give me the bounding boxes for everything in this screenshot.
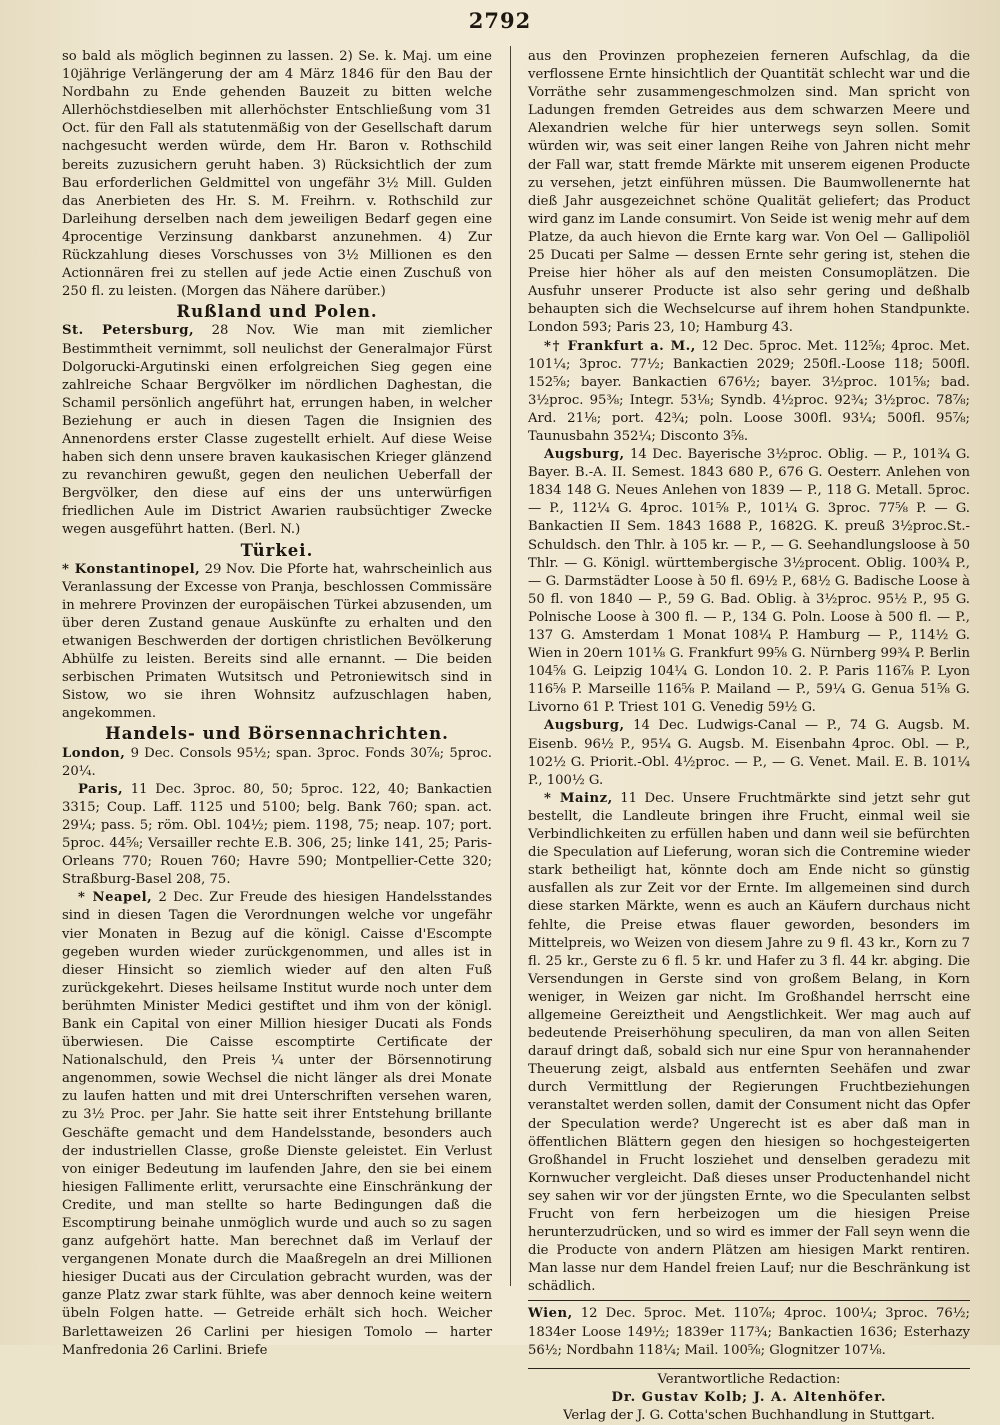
- footer-editors: [528, 1389, 970, 1407]
- section-heading-russland: Rußland und Polen.: [176, 302, 378, 322]
- article-body: 29 Nov. Die Pforte hat, wahrscheinlich aus Veranlassung der Excesse von Pranja, beschlossen Commissäre in mehrere Provinzen der europäischen Türkei abzusenden, um über deren Zustand genaue Auskünfte zu erhalten und den etwanigen Beschwerden der dortigen christlichen Bevölkerung Abhülfe zu leisten. Bereits sind alle ernannt. — Die beiden serbischen Primaten Wutsitsch und Petroniewitsch sind in Sistow, wo sie ihren Wohnsitz aufzuschlagen haben, angekommen.: [62, 561, 492, 722]
- article-konstantinopel: [62, 561, 492, 724]
- dateline: * Mainz,: [544, 790, 613, 806]
- article-body: 11 Dec. 3proc. 80, 50; 5proc. 122, 40; Bankactien 3315; Coup. Laff. 1125 und 5100; belg. Bank 760; span. act. 29¼; pass. 5; röm. Obl. 104½; piem. 1198, 75; neap. 107; port. 5proc. 44⅝; Versailler rechte E.B. 306, 25; linke 141, 25; Paris-Orleans 770; Rouen 760; Havre 590; Montpellier-Cette 320; Straßburg-Basel 208, 75.: [62, 781, 492, 888]
- article-body: 2 Dec. Zur Freude des hiesigen Handelsstandes sind in diesen Tagen die Verordnungen welche vor ungefähr vier Monaten in Bezug auf die königl. Caisse d'Escompte gegeben wurden wieder zurückgenommen, und alles ist in dieser Hinsicht so ziemlich wieder auf den alten Fuß zurückgekehrt. Dieses heilsame Institut wurde noch unter dem berühmten Minister Medici gestiftet und ihm von der königl. Bank ein Capital von einer Million hiesiger Ducati als Fonds überwiesen. Die Caisse escomptirte Certificate der Nationalschuld, den Preis ¼ unter der Börsennotirung angenommen, sowie Wechsel die nicht länger als drei Monate zu laufen hatten und mit drei Unterschriften versehen waren, zu 3½ Proc. per Jahr. Sie hatte seit ihrer Entstehung brillante Geschäfte gemacht und dem Handelsstande, besonders auch der industriellen Classe, große Dienste geleistet. Ein Verlust von einiger Bedeutung im laufenden Jahre, den sie bei einem hiesigen Fallimente erlitt, verursachte eine Einschränkung der Credite, und man stellte so harte Bedingungen daß die Escomptirung beinahe unmöglich wurde und auch so zu sagen ganz aufgehört hatte. Man berechnet daß im Verlauf der vergangenen Monate durch die Maaßregeln an drei Millionen hiesiger Ducati aus der Circulation gebracht wurden, was der ganze Platz zwar stark fühlte, was aber dennoch keine weitern übeln Folgen hatte. — Getreide erhält sich hoch. Weicher Barlettaweizen 26 Carlini per hiesigen Tomolo — harter Manfredonia 26 Carlini. Briefe: [62, 890, 492, 1358]
- article-body: 28 Nov. Wie man mit ziemlicher Bestimmtheit vernimmt, soll neulichst der Generalmajor Fürst Dolgoruckі-Argutinski einen erfolgreichen Sieg gegen eine zahlreiche Schaar Bergvölker im nördlichen Daghestan, die Schamil persönlich angeführt hat, errungen haben, in welcher Beziehung er auch in diesen Tagen die Insignien des Annenordens erster Classe zugestellt erhielt. Auf diese Weise haben sich denn unsere braven kaukasischen Krieger glänzend zu revanchiren gewußt, gegen den neulichen Ueberfall der Bergvölker, den diese auf eins der uns unterwürfigen friedlichen Aule im District Awarien raubsüchtiger Zwecke wegen ausgeführt hatten. (Berl. N.): [62, 323, 492, 538]
- dateline: *† Frankfurt a. M.,: [544, 338, 696, 354]
- editor-names: Dr. Gustav Kolb; J. A. Altenhöfer.: [611, 1389, 887, 1405]
- article-body: 12 Dec. 5proc. Met. 112⅝; 4proc. Met. 101¼; 3proc. 77½; Bankactien 2029; 250fl.-Loose 118; 500fl. 152⅝; bayer. Bankactien 676½; bayer. 3½proc. 101⅝; bad. 3½proc. 95⅜; Integr. 53⅛; Syndb. 4½proc. 92¾; 3½proc. 78⅞; Ard. 21⅛; port. 42¾; poln. Loose 300fl. 93¼; 500fl. 95⅞; Taunusbahn 352¼; Disconto 3⅝.: [528, 338, 970, 444]
- page-number: 2792: [468, 8, 532, 33]
- dateline: * Konstantinopel,: [62, 561, 201, 577]
- dateline: London,: [62, 745, 126, 761]
- article-paris: [62, 781, 492, 890]
- article-mainz: [528, 790, 970, 1297]
- article-body: 12 Dec. 5proc. Met. 110⅞; 4proc. 100¼; 3proc. 76½; 1834er Loose 149½; 1839er 117¾; Bankactien 1636; Esterhazy 56½; Nordbahn 118¼; Mail. 100⅝; Glognitzer 107⅛.: [528, 1306, 970, 1358]
- article-augsburg-2: [528, 717, 970, 789]
- article-petersburg: [62, 322, 492, 539]
- article-wien: [528, 1305, 970, 1359]
- dateline: * Neapel,: [78, 890, 153, 906]
- dateline: St. Petersburg,: [62, 323, 195, 339]
- section-heading-tuerkei: Türkei.: [240, 540, 314, 560]
- article-frankfurt: [528, 338, 970, 447]
- section-heading-handel: Handels- und Börsennachrichten.: [105, 724, 449, 744]
- article-london: [62, 745, 492, 781]
- footer-label: Verantwortliche Redaction:: [657, 1371, 841, 1387]
- article-body: 14 Dec. Ludwigs-Canal — P., 74 G. Augsb. M. Eisenb. 96½ P., 95¼ G. Augsb. M. Eisenbahn 4proc. Obl. — P., 102½ G. Priorit.-Obl. 4½proc. — P., — G. Venet. Mail. E. B. 101¼ P., 100½ G.: [528, 718, 970, 788]
- dateline: Augsburg,: [544, 447, 625, 463]
- article-augsburg-1: [528, 446, 970, 717]
- article-body: 11 Dec. Unsere Fruchtmärkte sind jetzt sehr gut bestellt, die Landleute bringen ihre Frucht, einmal weil sie Verbindlichkeiten zu erfüllen haben und dann weil sie befürchten die Speculation auf Lieferung, woran sich die Contremine wieder stark betheiligt hat, könnte doch am Ende nicht so günstig ausfallen als zur Zeit vor der Ernte. Im allgemeinen sind durch diese starken Märkte, wenn es auch an Käufern durchaus nicht fehlte, die Preise etwas flauer geworden, besonders im Mittelpreis, wo Weizen von diesem Jahre zu 9 fl. 43 kr., Korn zu 7 fl. 25 kr., Gerste zu 6 fl. 5 kr. und Hafer zu 3 fl. 44 kr. abging. Die Versendungen in Gerste sind von großem Belang, in Korn weniger, in Weizen gar nicht. Im Großhandel herrscht eine allgemeine Gereiztheit und Aengstlichkeit. Wer mag auch auf bedeutende Preiserhöhung speculiren, da man von allen Seiten darauf dringt daß, sobald sich nur eine Spur von herannahender Theuerung zeigt, alsbald aus entfernten Seehäfen und zwar durch Vermittlung der Regierungen Fruchtbeziehungen veranstaltet werden sollen, damit der Consument nicht das Opfer der Speculation werde? Ungerecht ist es aber daß man in öffentlichen Blättern gegen den hiesigen so hochgesteigerten Großhandel in Frucht losziehet und denselben geradezu mit Kornwucher vergleicht. Daß dieses unser Productenhandel nicht sey sahen wir vor der jüngsten Ernte, wo die Speculanten selbst Frucht von fern herbeizogen um die hiesigen Preise herunterzudrücken, und so wird es immer der Fall seyn wenn die die Producte von andern Plätzen am hiesigen Markt rentiren. Man lasse nur dem Handel freien Lauf; nur die Beschränkung ist schädlich.: [528, 790, 970, 1295]
- dateline: Paris,: [78, 781, 124, 797]
- article-continuation: so bald als möglich beginnen zu lassen. 2) Se. k. Maj. um eine 10jährige Verlängerung der am 4 März 1846 für den Bau der Nordbahn zu Ende gehenden Bauzeit zu bitten welche Allerhöchstdieselben mit allerhöchster Entschließung vom 31 Oct. für den Fall als statutenmäßig von der Gesellschaft darum nachgesucht werden würde, dem Hr. Baron v. Rothschild bereits zuzusichern geruht haben. 3) Rücksichtlich der zum Bau erforderlichen Geldmittel von ungefähr 3½ Mill. Gulden das Anerbieten des Hr. S. M. Freihrn. v. Rothschild zur Darleihung derselben nach dem jeweiligen Bedarf gegen eine 4procentige Verzinsung dankbarst anzunehmen. 4) Zur Rückzahlung dieses Vorschusses von 3½ Millionen es den Actionnären frei zu stellen auf jede Actie einen Zuschuß von 250 fl. zu leisten. (Morgen das Nähere darüber.): [62, 49, 492, 300]
- column-divider: [510, 46, 511, 1286]
- article-body: 9 Dec. Consols 95½; span. 3proc. Fonds 30⅞; 5proc. 20¼.: [62, 745, 492, 779]
- footer-publisher: Verlag der J. G. Cotta'schen Buchhandlung in Stuttgart.: [563, 1407, 935, 1423]
- footer-rule: [528, 1368, 970, 1369]
- article-neapel-continued: aus den Provinzen prophezeien ferneren Aufschlag, da die verflossene Ernte hinsichtlich der Quantität schlecht war und die Vorräthe sehr zusammengeschmolzen sind. Man spricht von Ladungen fremden Getreides aus dem schwarzen Meere und Alexandrien welche für hier unterwegs seyn sollen. Somit würden wir, was seit einer langen Reihe von Jahren nicht mehr der Fall war, statt fremde Märkte mit unserem eigenen Producte zu versehen, jetzt einführen müssen. Die Baumwollenernte hat dieß Jahr ausgezeichnet schöne Qualität geliefert; das Product wird ganz im Lande consumirt. Von Seide ist wenig mehr auf dem Platze, da auch hievon die Ernte karg war. Von Oel — Gallipoliöl 25 Ducati per Salme — dessen Ernte sehr gering ist, stehen die Preise hier höher als auf den meisten Consumoplätzen. Die Ausfuhr unserer Producte ist also sehr gering und deßhalb behaupten sich die Wechselcurse auf ihrem hohen Standpunkte. London 593; Paris 23, 10; Hamburg 43.: [528, 49, 970, 336]
- dateline: Augsburg,: [544, 718, 625, 734]
- right-column: [528, 48, 970, 1423]
- dateline: Wien,: [528, 1306, 573, 1322]
- article-body: 14 Dec. Bayerische 3½proc. Oblig. — P., 101¾ G. Bayer. B.-A. II. Semest. 1843 680 P., 676 G. Oesterr. Anlehen von 1834 148 G. Neues Anlehen von 1839 — P., 118 G. Metall. 5proc. — P., 112¼ G. 4proc. 101⅝ P., 101¼ G. 3proc. 77⅝ P. — G. Bankactien II Sem. 1843 1688 P., 1682G. K. preuß 3½proc.St.-Schuldsch. den Thlr. à 105 kr. — P., — G. Seehandlungsloose à 50 Thlr. — G. Königl. württembergische 3½procent. Oblig. 100¾ P., — G. Darmstädter Loose à 50 fl. 69½ P., 68½ G. Badische Loose à 50 fl. von 1840 — P., 59 G. Bad. Oblig. à 3½proc. 95½ P., 95 G. Polnische Loose à 300 fl. — P., 134 G. Poln. Loose à 500 fl. — P., 137 G. Amsterdam 1 Monat 108¼ P. Hamburg — P., 114½ G. Wien in 20ern 101⅛ G. Frankfurt 99⅝ G. Nürnberg 99¾ P. Berlin 104⅝ G. Leipzig 104¼ G. London 10. 2. P. Paris 116⅞ P. Lyon 116⅝ P. Marseille 116⅝ P. Mailand — P., 59¼ G. Genua 51⅝ G. Livorno 61 P. Triest 101 G. Venedig 59½ G.: [528, 447, 970, 716]
- separator-rule: [528, 1300, 970, 1301]
- article-neapel: [62, 889, 492, 1359]
- left-column: [62, 48, 492, 1358]
